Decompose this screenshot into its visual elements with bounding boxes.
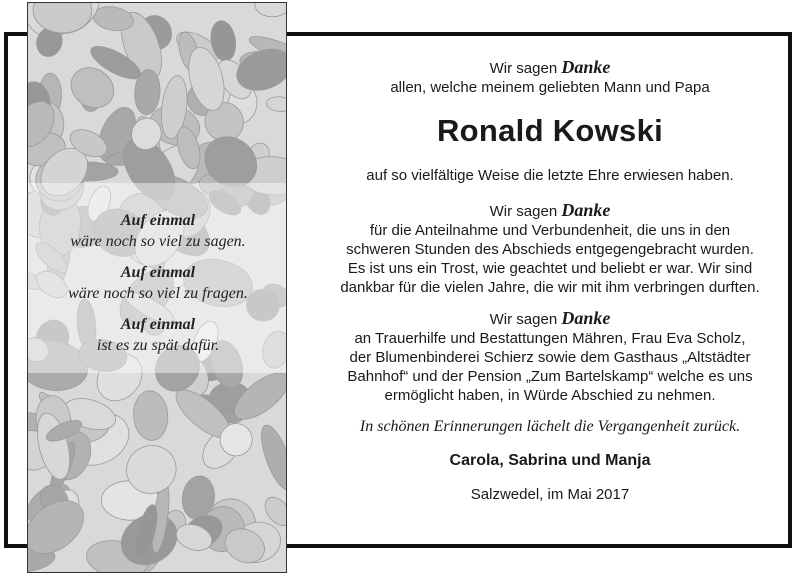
thanks-block-3 — [300, 309, 800, 405]
honor-block — [300, 166, 800, 185]
thanks-word: Danke — [561, 200, 611, 220]
intro-line: allen, welche meinem geliebten Mann und Papa — [390, 79, 710, 96]
text-line: Bahnhof“ und der Pension „Zum Bartelskamp“ welche es uns — [347, 368, 753, 385]
pebble — [266, 96, 286, 112]
pebble — [132, 390, 170, 442]
notice-content — [300, 58, 800, 504]
text-line: dankbar für die vielen Jahre, die wir mit ihm verbringen durften. — [340, 279, 760, 296]
pebble — [254, 3, 286, 18]
honor-line: auf so vielfältige Weise die letzte Ehre erwiesen haben. — [366, 167, 734, 184]
memorial-quote: In schönen Erinnerungen lächelt die Vergangenheit zurück. — [359, 418, 741, 435]
text-line: schweren Stunden des Abschieds entgegengebracht wurden. — [346, 241, 754, 258]
thanks-heading — [300, 201, 800, 221]
text-line: ermöglicht haben, in Würde Abschied zu nehmen. — [384, 387, 716, 404]
pebble — [255, 422, 286, 494]
text-line: an Trauerhilfe und Bestattungen Mähren, Frau Eva Scholz, — [354, 330, 746, 347]
poem-stanza-line: wäre noch so viel zu fragen. — [68, 285, 248, 302]
poem-stanza-line: ist es zu spät dafür. — [96, 337, 220, 354]
thanks-word: Danke — [561, 57, 611, 77]
place-date: Salzwedel, im Mai 2017 — [470, 486, 630, 503]
text-line: für die Anteilnahme und Verbundenheit, die uns in den — [369, 222, 731, 239]
poem-stanza-head: Auf einmal — [120, 264, 196, 281]
thanks-prefix: Wir sagen — [489, 311, 558, 328]
deceased-name: Ronald Kowski — [436, 113, 664, 148]
poem-stanza-head: Auf einmal — [120, 316, 196, 333]
poem-stanza-head: Auf einmal — [120, 212, 196, 229]
thanks-heading — [300, 309, 800, 329]
thanks-word: Danke — [561, 308, 611, 328]
stone-image-panel — [27, 2, 287, 573]
thanks-block-2 — [300, 201, 800, 297]
intro-block — [300, 58, 800, 97]
poem-stanza — [28, 314, 287, 356]
text-line: Es ist uns ein Trost, wie geachtet und beliebt er war. Wir sind — [347, 260, 753, 277]
thanks-heading — [300, 58, 800, 78]
poem-stanza — [28, 210, 287, 252]
signers: Carola, Sabrina und Manja — [449, 452, 651, 469]
poem-stanza — [28, 262, 287, 304]
poem — [28, 210, 287, 366]
poem-stanza-line: wäre noch so viel zu sagen. — [70, 233, 246, 250]
thanks-prefix: Wir sagen — [489, 203, 558, 220]
text-line: der Blumenbinderei Schierz sowie dem Gasthaus „Altstädter — [349, 349, 751, 366]
thanks-prefix: Wir sagen — [489, 60, 558, 77]
